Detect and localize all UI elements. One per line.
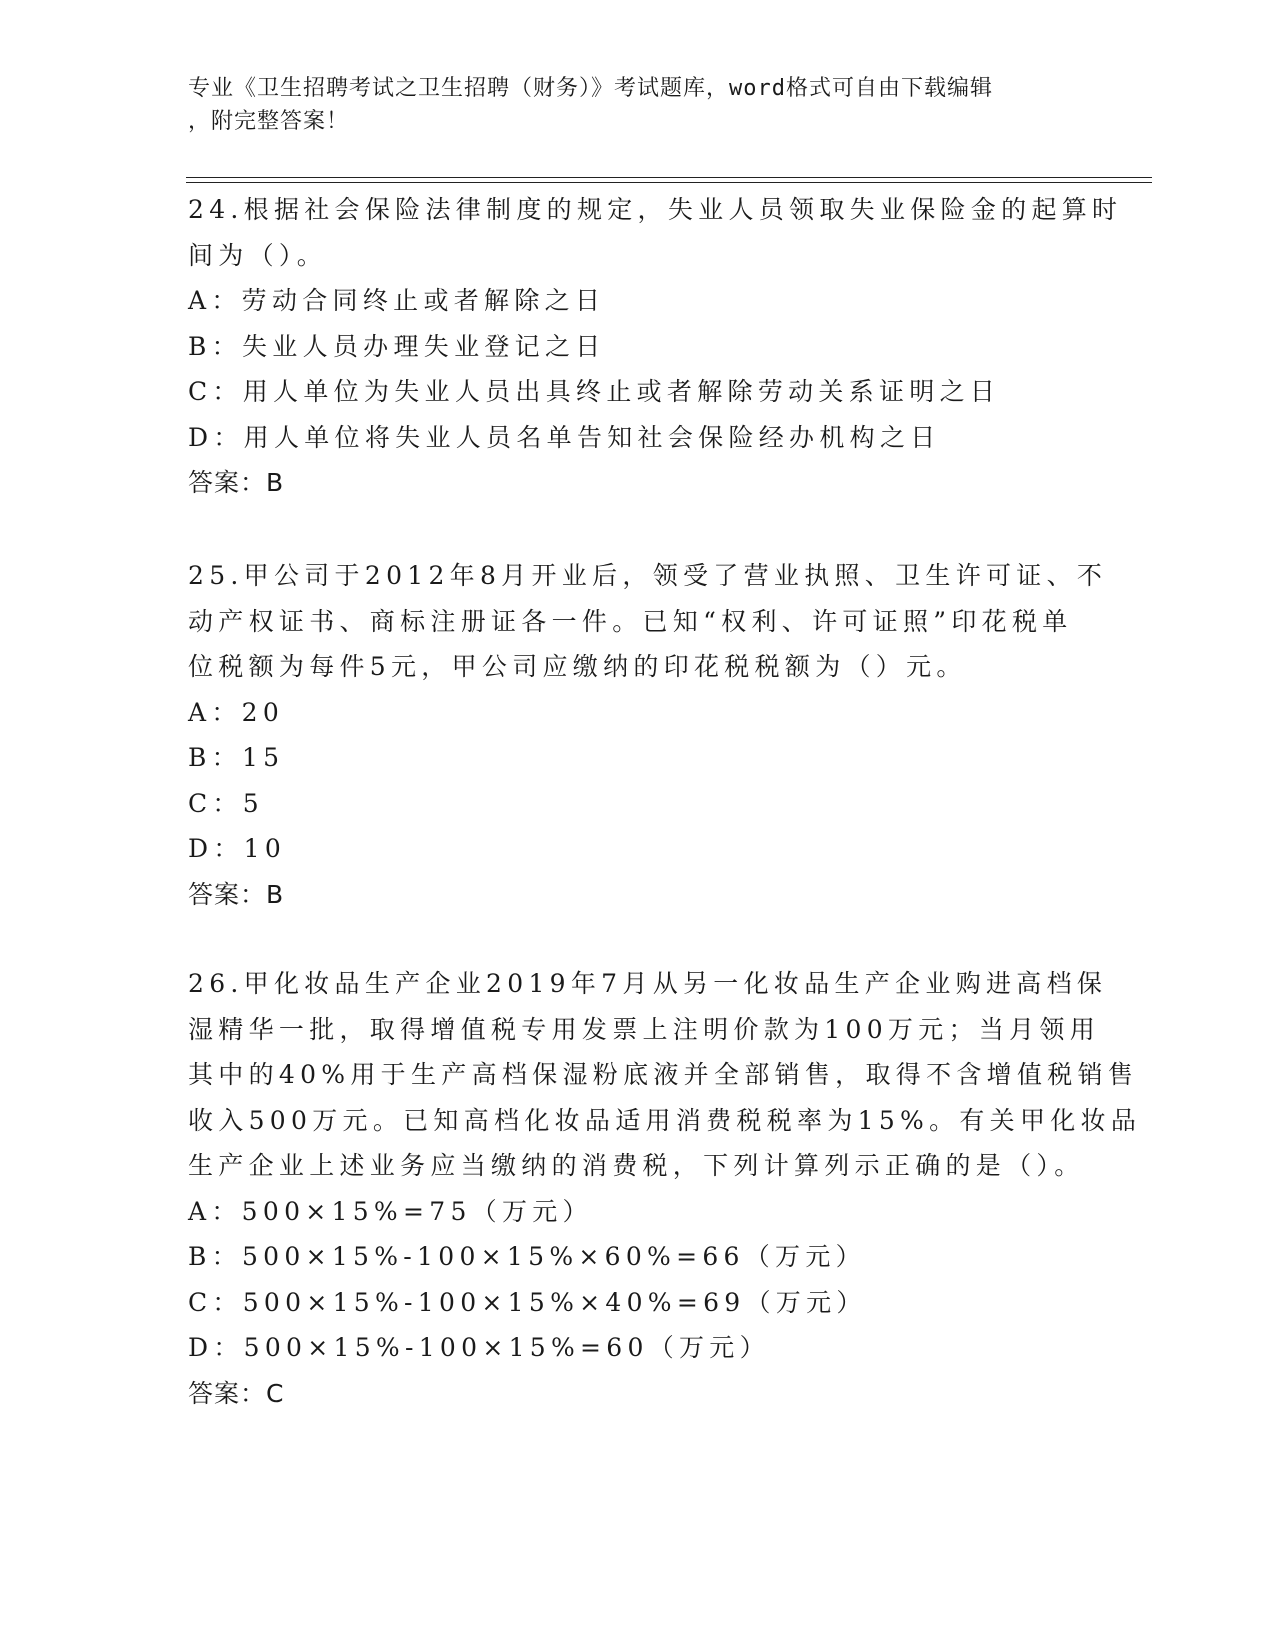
question-text-line: 动产权证书、商标注册证各一件。已知“权利、许可证照”印花税单 (188, 606, 1073, 636)
option-c: C：500×15%-100×15%×40%=69（万元） (188, 1287, 867, 1317)
header-divider-bottom (186, 182, 1152, 183)
question-text-line: 收入500万元。已知高档化妆品适用消费税税率为15%。有关甲化妆品 (188, 1105, 1142, 1135)
option-c: C：用人单位为失业人员出具终止或者解除劳动关系证明之日 (188, 377, 1001, 406)
question-24 (188, 187, 1123, 506)
option-a: A：20 (188, 697, 285, 727)
answer-text: 答案：C (188, 1378, 285, 1408)
question-25 (188, 553, 1108, 917)
question-text-line: 其中的40%用于生产高档保湿粉底液并全部销售，取得不含增值税销售 (188, 1060, 1139, 1089)
question-text-line: 26.甲化妆品生产企业2019年7月从另一化妆品生产企业购进高档保 (188, 969, 1108, 998)
answer-text: 答案：B (188, 879, 285, 909)
question-text-line: 24.根据社会保险法律制度的规定，失业人员领取失业保险金的起算时 (188, 195, 1123, 224)
question-text-line: 25.甲公司于2012年8月开业后，领受了营业执照、卫生许可证、不 (188, 561, 1108, 590)
option-b: B：失业人员办理失业登记之日 (188, 331, 606, 361)
option-b: B：15 (188, 743, 285, 772)
option-a: A：500×15%=75（万元） (188, 1196, 593, 1226)
document-header (188, 72, 1068, 138)
question-26 (188, 961, 1142, 1416)
answer-text: 答案：B (188, 468, 285, 497)
question-text-line: 间为（）。 (188, 240, 328, 270)
option-a: A：劳动合同终止或者解除之日 (188, 286, 606, 315)
question-text-line: 位税额为每件5元，甲公司应缴纳的印花税税额为（）元。 (188, 652, 967, 681)
option-d: D：用人单位将失业人员名单告知社会保险经办机构之日 (188, 422, 941, 452)
option-b: B：500×15%-100×15%×60%=66（万元） (188, 1242, 866, 1271)
header-line-1: 专业《卫生招聘考试之卫生招聘（财务）》考试题库，word格式可自由下载编辑 (188, 76, 993, 101)
option-c: C：5 (188, 788, 264, 818)
question-text-line: 湿精华一批，取得增值税专用发票上注明价款为100万元；当月领用 (188, 1014, 1101, 1044)
option-d: D：10 (188, 834, 287, 863)
question-text-line: 生产企业上述业务应当缴纳的消费税，下列计算列示正确的是（）。 (188, 1151, 1085, 1180)
header-line-2: ，附完整答案！ (188, 109, 350, 134)
header-divider-top (186, 177, 1152, 178)
option-d: D：500×15%-100×15%=60（万元） (188, 1333, 770, 1362)
